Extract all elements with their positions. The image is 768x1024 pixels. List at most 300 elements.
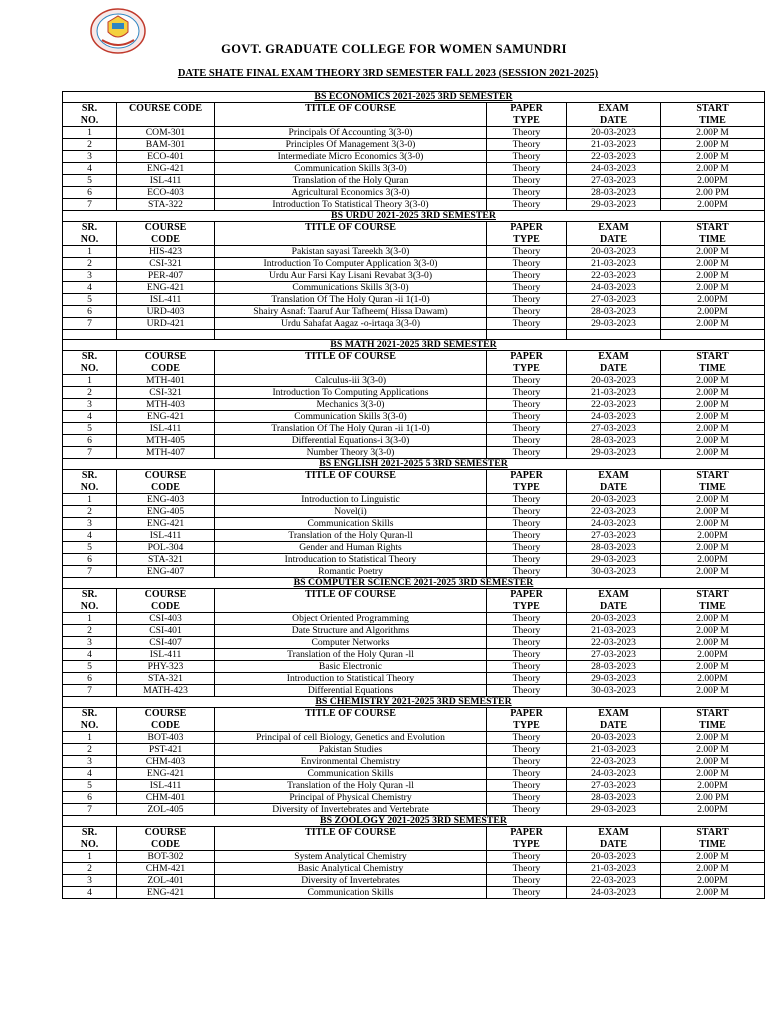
column-header-line: START [696,708,729,719]
cell-course-title: Communication Skills 3(3-0) [215,163,487,175]
exam-date-sheet-table [62,91,765,899]
column-header-line: NO. [80,600,99,612]
cell-course-code: PHY-323 [117,661,215,673]
cell-course-title: Introducation to Statistical Theory [215,554,487,566]
table-row [63,649,765,661]
cell-course-code: CSI-407 [117,637,215,649]
cell-exam-date: 20-03-2023 [567,851,661,863]
cell-course-title: Basic Analytical Chemistry [215,863,487,875]
cell-exam-date: 27-03-2023 [567,530,661,542]
column-header-line: DATE [599,114,628,126]
cell-course-code: HIS-423 [117,246,215,258]
column-header-line [217,234,484,246]
column-header-sr-no [63,708,117,732]
cell-course-code: CSI-321 [117,258,215,270]
cell-paper-type: Theory [487,625,567,637]
cell-course-code: ENG-405 [117,506,215,518]
cell-paper-type: Theory [487,542,567,554]
table-row [63,780,765,792]
cell-exam-date: 21-03-2023 [567,139,661,151]
cell-start-time: 2.00PM [661,306,765,318]
cell-paper-type: Theory [487,673,567,685]
cell-sr-no: 7 [63,804,117,816]
column-header-paper-type [487,222,567,246]
column-header-line: SR. [81,827,98,838]
column-header-line: START [696,827,729,838]
cell-course-title: Communication Skills [215,887,487,899]
cell-paper-type: Theory [487,518,567,530]
table-row [63,518,765,530]
section-title-row [63,459,765,470]
cell-exam-date: 29-03-2023 [567,447,661,459]
column-header-start-time [661,827,765,851]
column-header-line: TIME [699,600,726,612]
cell-start-time: 2.00P M [661,863,765,875]
column-header-line [217,115,484,127]
table-row [63,306,765,318]
cell-course-title: Date Structure and Algorithms [215,625,487,637]
column-header-paper-type [487,827,567,851]
column-header-line: TYPE [513,600,540,612]
table-row [63,282,765,294]
table-row [63,506,765,518]
column-header-paper-type [487,589,567,613]
cell-paper-type: Theory [487,199,567,211]
spacer-cell [487,330,567,340]
table-row [63,613,765,625]
column-header-line: TIME [699,362,726,374]
cell-course-title: Romantic Poetry [215,566,487,578]
cell-sr-no: 4 [63,530,117,542]
cell-start-time: 2.00P M [661,435,765,447]
column-header-line: TYPE [513,233,540,245]
table-row [63,399,765,411]
cell-course-code: STA-322 [117,199,215,211]
column-header-line: DATE [599,362,628,374]
section-title: BS ZOOLOGY 2021-2025 3RD SEMESTER [63,816,765,827]
column-header-course-code [117,222,215,246]
table-row [63,494,765,506]
cell-course-title: Basic Electronic [215,661,487,673]
cell-exam-date: 30-03-2023 [567,685,661,697]
cell-start-time: 2.00P M [661,637,765,649]
cell-sr-no: 3 [63,756,117,768]
cell-sr-no: 1 [63,613,117,625]
column-header-line: START [696,351,729,362]
column-header-line: TITLE OF COURSE [305,351,396,362]
cell-start-time: 2.00PM [661,780,765,792]
table-row [63,199,765,211]
cell-paper-type: Theory [487,661,567,673]
column-header-course-code [117,589,215,613]
table-row [63,318,765,330]
cell-paper-type: Theory [487,863,567,875]
cell-course-code: PER-407 [117,270,215,282]
column-header-line: NO. [80,719,99,731]
column-header-start-time [661,103,765,127]
cell-course-code: CHM-403 [117,756,215,768]
cell-paper-type: Theory [487,139,567,151]
cell-paper-type: Theory [487,887,567,899]
cell-course-title: Introduction to Linguistic [215,494,487,506]
cell-sr-no: 3 [63,270,117,282]
table-row [63,625,765,637]
cell-course-code: ENG-421 [117,282,215,294]
column-header-line: TYPE [513,481,540,493]
cell-course-code: STA-321 [117,673,215,685]
cell-sr-no: 7 [63,199,117,211]
cell-sr-no: 2 [63,863,117,875]
column-header-exam-date [567,708,661,732]
cell-course-title: Pakistan Studies [215,744,487,756]
column-header-line: NO. [80,362,99,374]
cell-start-time: 2.00P M [661,768,765,780]
cell-course-title: Calculus-iii 3(3-0) [215,375,487,387]
cell-exam-date: 29-03-2023 [567,199,661,211]
table-row [63,637,765,649]
cell-start-time: 2.00P M [661,318,765,330]
cell-course-title: Communication Skills [215,518,487,530]
cell-paper-type: Theory [487,175,567,187]
column-header-row [63,103,765,127]
cell-sr-no: 2 [63,625,117,637]
cell-paper-type: Theory [487,375,567,387]
cell-sr-no: 2 [63,387,117,399]
cell-paper-type: Theory [487,506,567,518]
section-title-row [63,92,765,103]
cell-course-code: ENG-421 [117,518,215,530]
cell-course-title: Intermediate Micro Economics 3(3-0) [215,151,487,163]
column-header-sr-no [63,827,117,851]
column-header-sr-no [63,103,117,127]
column-header-line: CODE [151,838,180,850]
cell-paper-type: Theory [487,494,567,506]
cell-paper-type: Theory [487,246,567,258]
cell-course-code: CHM-401 [117,792,215,804]
cell-course-title: Novel(i) [215,506,487,518]
cell-sr-no: 3 [63,875,117,887]
cell-exam-date: 29-03-2023 [567,318,661,330]
cell-course-title: Mechanics 3(3-0) [215,399,487,411]
spacer-cell [215,330,487,340]
cell-course-code: ENG-421 [117,411,215,423]
column-header-course-title [215,470,487,494]
cell-exam-date: 29-03-2023 [567,554,661,566]
cell-start-time: 2.00P M [661,375,765,387]
cell-course-code: CHM-421 [117,863,215,875]
cell-course-code: CSI-321 [117,387,215,399]
column-header-course-title [215,351,487,375]
cell-sr-no: 3 [63,637,117,649]
column-header-line: TYPE [513,719,540,731]
table-row [63,151,765,163]
cell-exam-date: 27-03-2023 [567,175,661,187]
column-header-line: NO. [80,233,99,245]
cell-course-code: ENG-403 [117,494,215,506]
cell-course-code: ISL-411 [117,530,215,542]
cell-exam-date: 22-03-2023 [567,151,661,163]
cell-course-code: ISL-411 [117,780,215,792]
cell-course-title: Principal of cell Biology, Genetics and Evolution [215,732,487,744]
cell-course-code: ISL-411 [117,175,215,187]
cell-course-title: Translation of the Holy Quran-ll [215,530,487,542]
column-header-line: EXAM [598,708,629,719]
column-header-line: COURSE [144,708,187,719]
cell-sr-no: 1 [63,375,117,387]
column-header-start-time [661,351,765,375]
cell-course-title: Translation of the Holy Quran -ll [215,780,487,792]
table-row [63,387,765,399]
column-header-exam-date [567,589,661,613]
cell-exam-date: 27-03-2023 [567,294,661,306]
cell-exam-date: 24-03-2023 [567,518,661,530]
column-header-row [63,827,765,851]
cell-course-code: BOT-302 [117,851,215,863]
cell-sr-no: 7 [63,685,117,697]
column-header-line: START [696,589,729,600]
cell-sr-no: 2 [63,258,117,270]
cell-start-time: 2.00 PM [661,792,765,804]
cell-course-title: Communication Skills 3(3-0) [215,411,487,423]
cell-start-time: 2.00P M [661,423,765,435]
column-header-course-title [215,589,487,613]
column-header-course-code [117,470,215,494]
column-header-line: TIME [699,233,726,245]
column-header-line: EXAM [598,827,629,838]
table-row [63,542,765,554]
cell-exam-date: 28-03-2023 [567,661,661,673]
cell-course-title: Shairy Asnaf: Taaruf Aur Tafheem( Hissa Dawam) [215,306,487,318]
college-title: GOVT. GRADUATE COLLEGE FOR WOMEN SAMUNDRI [221,42,567,56]
table-row [63,661,765,673]
column-header-line: TITLE OF COURSE [305,222,396,233]
cell-paper-type: Theory [487,685,567,697]
cell-course-code: ENG-421 [117,163,215,175]
cell-sr-no: 5 [63,780,117,792]
cell-course-title: Translation Of The Holy Quran -ii 1(1-0) [215,423,487,435]
column-header-line: TITLE OF COURSE [305,708,396,719]
column-header-line: COURSE [144,589,187,600]
table-row [63,732,765,744]
cell-start-time: 2.00P M [661,661,765,673]
section-title: BS URDU 2021-2025 3RD SEMESTER [63,211,765,222]
cell-course-title: Translation Of The Holy Quran -ii 1(1-0) [215,294,487,306]
column-header-course-code [117,103,215,127]
cell-paper-type: Theory [487,613,567,625]
cell-sr-no: 4 [63,163,117,175]
spacer-cell [117,330,215,340]
cell-sr-no: 3 [63,399,117,411]
cell-exam-date: 27-03-2023 [567,649,661,661]
cell-course-code: ISL-411 [117,294,215,306]
cell-sr-no: 1 [63,246,117,258]
cell-exam-date: 24-03-2023 [567,163,661,175]
column-header-line [217,363,484,375]
column-header-sr-no [63,351,117,375]
cell-paper-type: Theory [487,566,567,578]
cell-sr-no: 7 [63,318,117,330]
cell-start-time: 2.00P M [661,387,765,399]
table-row [63,685,765,697]
cell-start-time: 2.00P M [661,685,765,697]
column-header-line: EXAM [598,222,629,233]
column-header-paper-type [487,470,567,494]
column-header-exam-date [567,222,661,246]
cell-exam-date: 30-03-2023 [567,566,661,578]
cell-sr-no: 4 [63,282,117,294]
column-header-course-code [117,827,215,851]
cell-start-time: 2.00P M [661,127,765,139]
cell-exam-date: 22-03-2023 [567,637,661,649]
cell-course-code: CSI-403 [117,613,215,625]
cell-course-title: Urdu Aur Farsi Kay Lisani Revabat 3(3-0) [215,270,487,282]
cell-start-time: 2.00P M [661,756,765,768]
column-header-line: TYPE [513,362,540,374]
cell-course-title: Agricultural Economics 3(3-0) [215,187,487,199]
cell-exam-date: 20-03-2023 [567,246,661,258]
cell-paper-type: Theory [487,163,567,175]
column-header-line: PAPER [510,351,543,362]
spacer-cell [567,330,661,340]
cell-paper-type: Theory [487,744,567,756]
exam-schedule-subtitle: DATE SHATE FINAL EXAM THEORY 3RD SEMESTER FALL 2023 (SESSION 2021-2025) [177,68,599,79]
cell-course-code: CSI-401 [117,625,215,637]
cell-sr-no: 6 [63,673,117,685]
cell-sr-no: 4 [63,411,117,423]
cell-exam-date: 21-03-2023 [567,744,661,756]
cell-paper-type: Theory [487,851,567,863]
cell-exam-date: 28-03-2023 [567,792,661,804]
cell-sr-no: 5 [63,294,117,306]
column-header-line: CODE [151,719,180,731]
table-row [63,127,765,139]
cell-sr-no: 5 [63,661,117,673]
table-row [63,163,765,175]
table-row [63,187,765,199]
cell-paper-type: Theory [487,270,567,282]
cell-sr-no: 2 [63,744,117,756]
column-header-line [217,601,484,613]
column-header-row [63,589,765,613]
column-header-line: DATE [599,600,628,612]
column-header-line: PAPER [510,589,543,600]
cell-course-code: STA-321 [117,554,215,566]
cell-paper-type: Theory [487,554,567,566]
cell-start-time: 2.00P M [661,744,765,756]
cell-exam-date: 21-03-2023 [567,863,661,875]
spacer-cell [661,330,765,340]
spacer-cell [63,330,117,340]
cell-start-time: 2.00P M [661,613,765,625]
table-row [63,139,765,151]
column-header-line: EXAM [598,470,629,481]
column-header-line: DATE [599,719,628,731]
cell-paper-type: Theory [487,756,567,768]
cell-course-code: ENG-407 [117,566,215,578]
column-header-line: CODE [151,600,180,612]
cell-start-time: 2.00PM [661,649,765,661]
cell-course-code: MTH-401 [117,375,215,387]
section-title: BS MATH 2021-2025 3RD SEMESTER [63,340,765,351]
cell-sr-no: 3 [63,151,117,163]
cell-exam-date: 28-03-2023 [567,435,661,447]
cell-start-time: 2.00PM [661,175,765,187]
cell-sr-no: 5 [63,175,117,187]
table-row [63,554,765,566]
cell-paper-type: Theory [487,306,567,318]
cell-course-code: POL-304 [117,542,215,554]
column-header-course-code [117,351,215,375]
table-row [63,768,765,780]
spacer-row [63,330,765,340]
cell-start-time: 2.00P M [661,566,765,578]
cell-course-title: Translation of the Holy Quran [215,175,487,187]
column-header-line: PAPER [510,827,543,838]
cell-sr-no: 1 [63,494,117,506]
cell-paper-type: Theory [487,423,567,435]
cell-paper-type: Theory [487,804,567,816]
column-header-line: EXAM [598,103,629,114]
cell-exam-date: 24-03-2023 [567,411,661,423]
column-header-start-time [661,589,765,613]
cell-exam-date: 20-03-2023 [567,613,661,625]
cell-course-title: System Analytical Chemistry [215,851,487,863]
column-header-paper-type [487,708,567,732]
column-header-line: START [696,470,729,481]
cell-course-title: Differential Equations [215,685,487,697]
column-header-line: CODE [151,481,180,493]
column-header-line: SR. [81,222,98,233]
cell-paper-type: Theory [487,637,567,649]
cell-course-title: Communications Skills 3(3-0) [215,282,487,294]
cell-course-code: BOT-403 [117,732,215,744]
column-header-line: DATE [599,838,628,850]
cell-exam-date: 28-03-2023 [567,542,661,554]
cell-sr-no: 1 [63,127,117,139]
cell-sr-no: 5 [63,423,117,435]
column-header-exam-date [567,827,661,851]
cell-sr-no: 1 [63,732,117,744]
cell-course-title: Introduction to Statistical Theory [215,673,487,685]
cell-start-time: 2.00P M [661,411,765,423]
column-header-line: SR. [81,103,98,114]
cell-course-title: Diversity of Invertebrates and Vertebrate [215,804,487,816]
table-row [63,875,765,887]
section-title: BS COMPUTER SCIENCE 2021-2025 3RD SEMESTER [63,578,765,589]
column-header-line: PAPER [510,708,543,719]
cell-course-code: ECO-401 [117,151,215,163]
cell-paper-type: Theory [487,530,567,542]
section-title-row [63,697,765,708]
column-header-exam-date [567,470,661,494]
cell-course-code: MATH-423 [117,685,215,697]
cell-paper-type: Theory [487,294,567,306]
column-header-exam-date [567,103,661,127]
cell-start-time: 2.00P M [661,139,765,151]
cell-start-time: 2.00P M [661,851,765,863]
cell-course-code: MTH-403 [117,399,215,411]
column-header-row [63,708,765,732]
column-header-line: SR. [81,589,98,600]
cell-start-time: 2.00PM [661,673,765,685]
column-header-start-time [661,708,765,732]
column-header-line: COURSE [144,351,187,362]
cell-start-time: 2.00PM [661,554,765,566]
cell-paper-type: Theory [487,282,567,294]
cell-course-code: ISL-411 [117,649,215,661]
column-header-sr-no [63,222,117,246]
cell-start-time: 2.00PM [661,530,765,542]
